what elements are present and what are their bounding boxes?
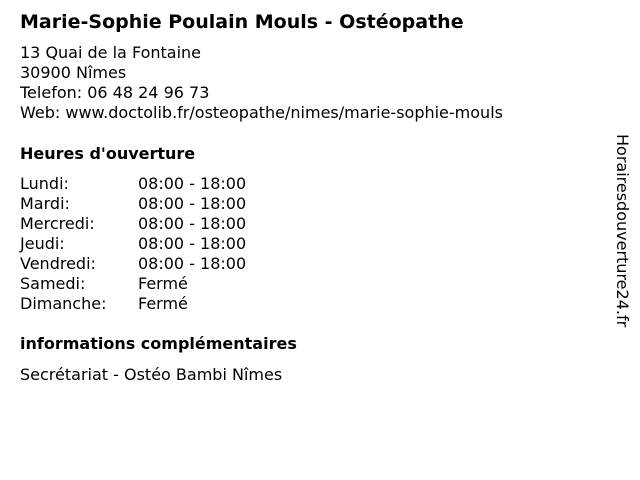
hours-value: 08:00 - 18:00	[138, 234, 247, 253]
day-label: Mercredi:	[20, 214, 95, 233]
hours-value: Fermé	[138, 274, 188, 293]
contact-block	[20, 43, 503, 123]
phone-number: Telefon: 06 48 24 96 73	[20, 83, 210, 102]
street-address: 13 Quai de la Fontaine	[20, 43, 202, 62]
hours-value: 08:00 - 18:00	[138, 194, 247, 213]
day-label: Mardi:	[20, 194, 70, 213]
day-label: Samedi:	[20, 274, 86, 293]
site-watermark: Horairesdouverture24.fr	[613, 134, 632, 328]
hours-value: 08:00 - 18:00	[138, 214, 247, 233]
hours-value: 08:00 - 18:00	[138, 254, 247, 273]
additional-info-heading: informations complémentaires	[20, 334, 297, 353]
additional-info-text: Secrétariat - Ostéo Bambi Nîmes	[20, 365, 283, 384]
website-url: Web: www.doctolib.fr/osteopathe/nimes/marie-sophie-mouls	[20, 103, 503, 122]
city-postal: 30900 Nîmes	[20, 63, 127, 82]
day-label: Lundi:	[20, 174, 69, 193]
hours-value: 08:00 - 18:00	[138, 174, 247, 193]
opening-hours-heading: Heures d'ouverture	[20, 144, 196, 163]
day-label: Dimanche:	[20, 294, 107, 313]
business-name: Marie-Sophie Poulain Mouls - Ostéopathe	[20, 11, 464, 33]
day-label: Vendredi:	[20, 254, 96, 273]
day-label: Jeudi:	[20, 234, 65, 253]
hours-value: Fermé	[138, 294, 188, 313]
